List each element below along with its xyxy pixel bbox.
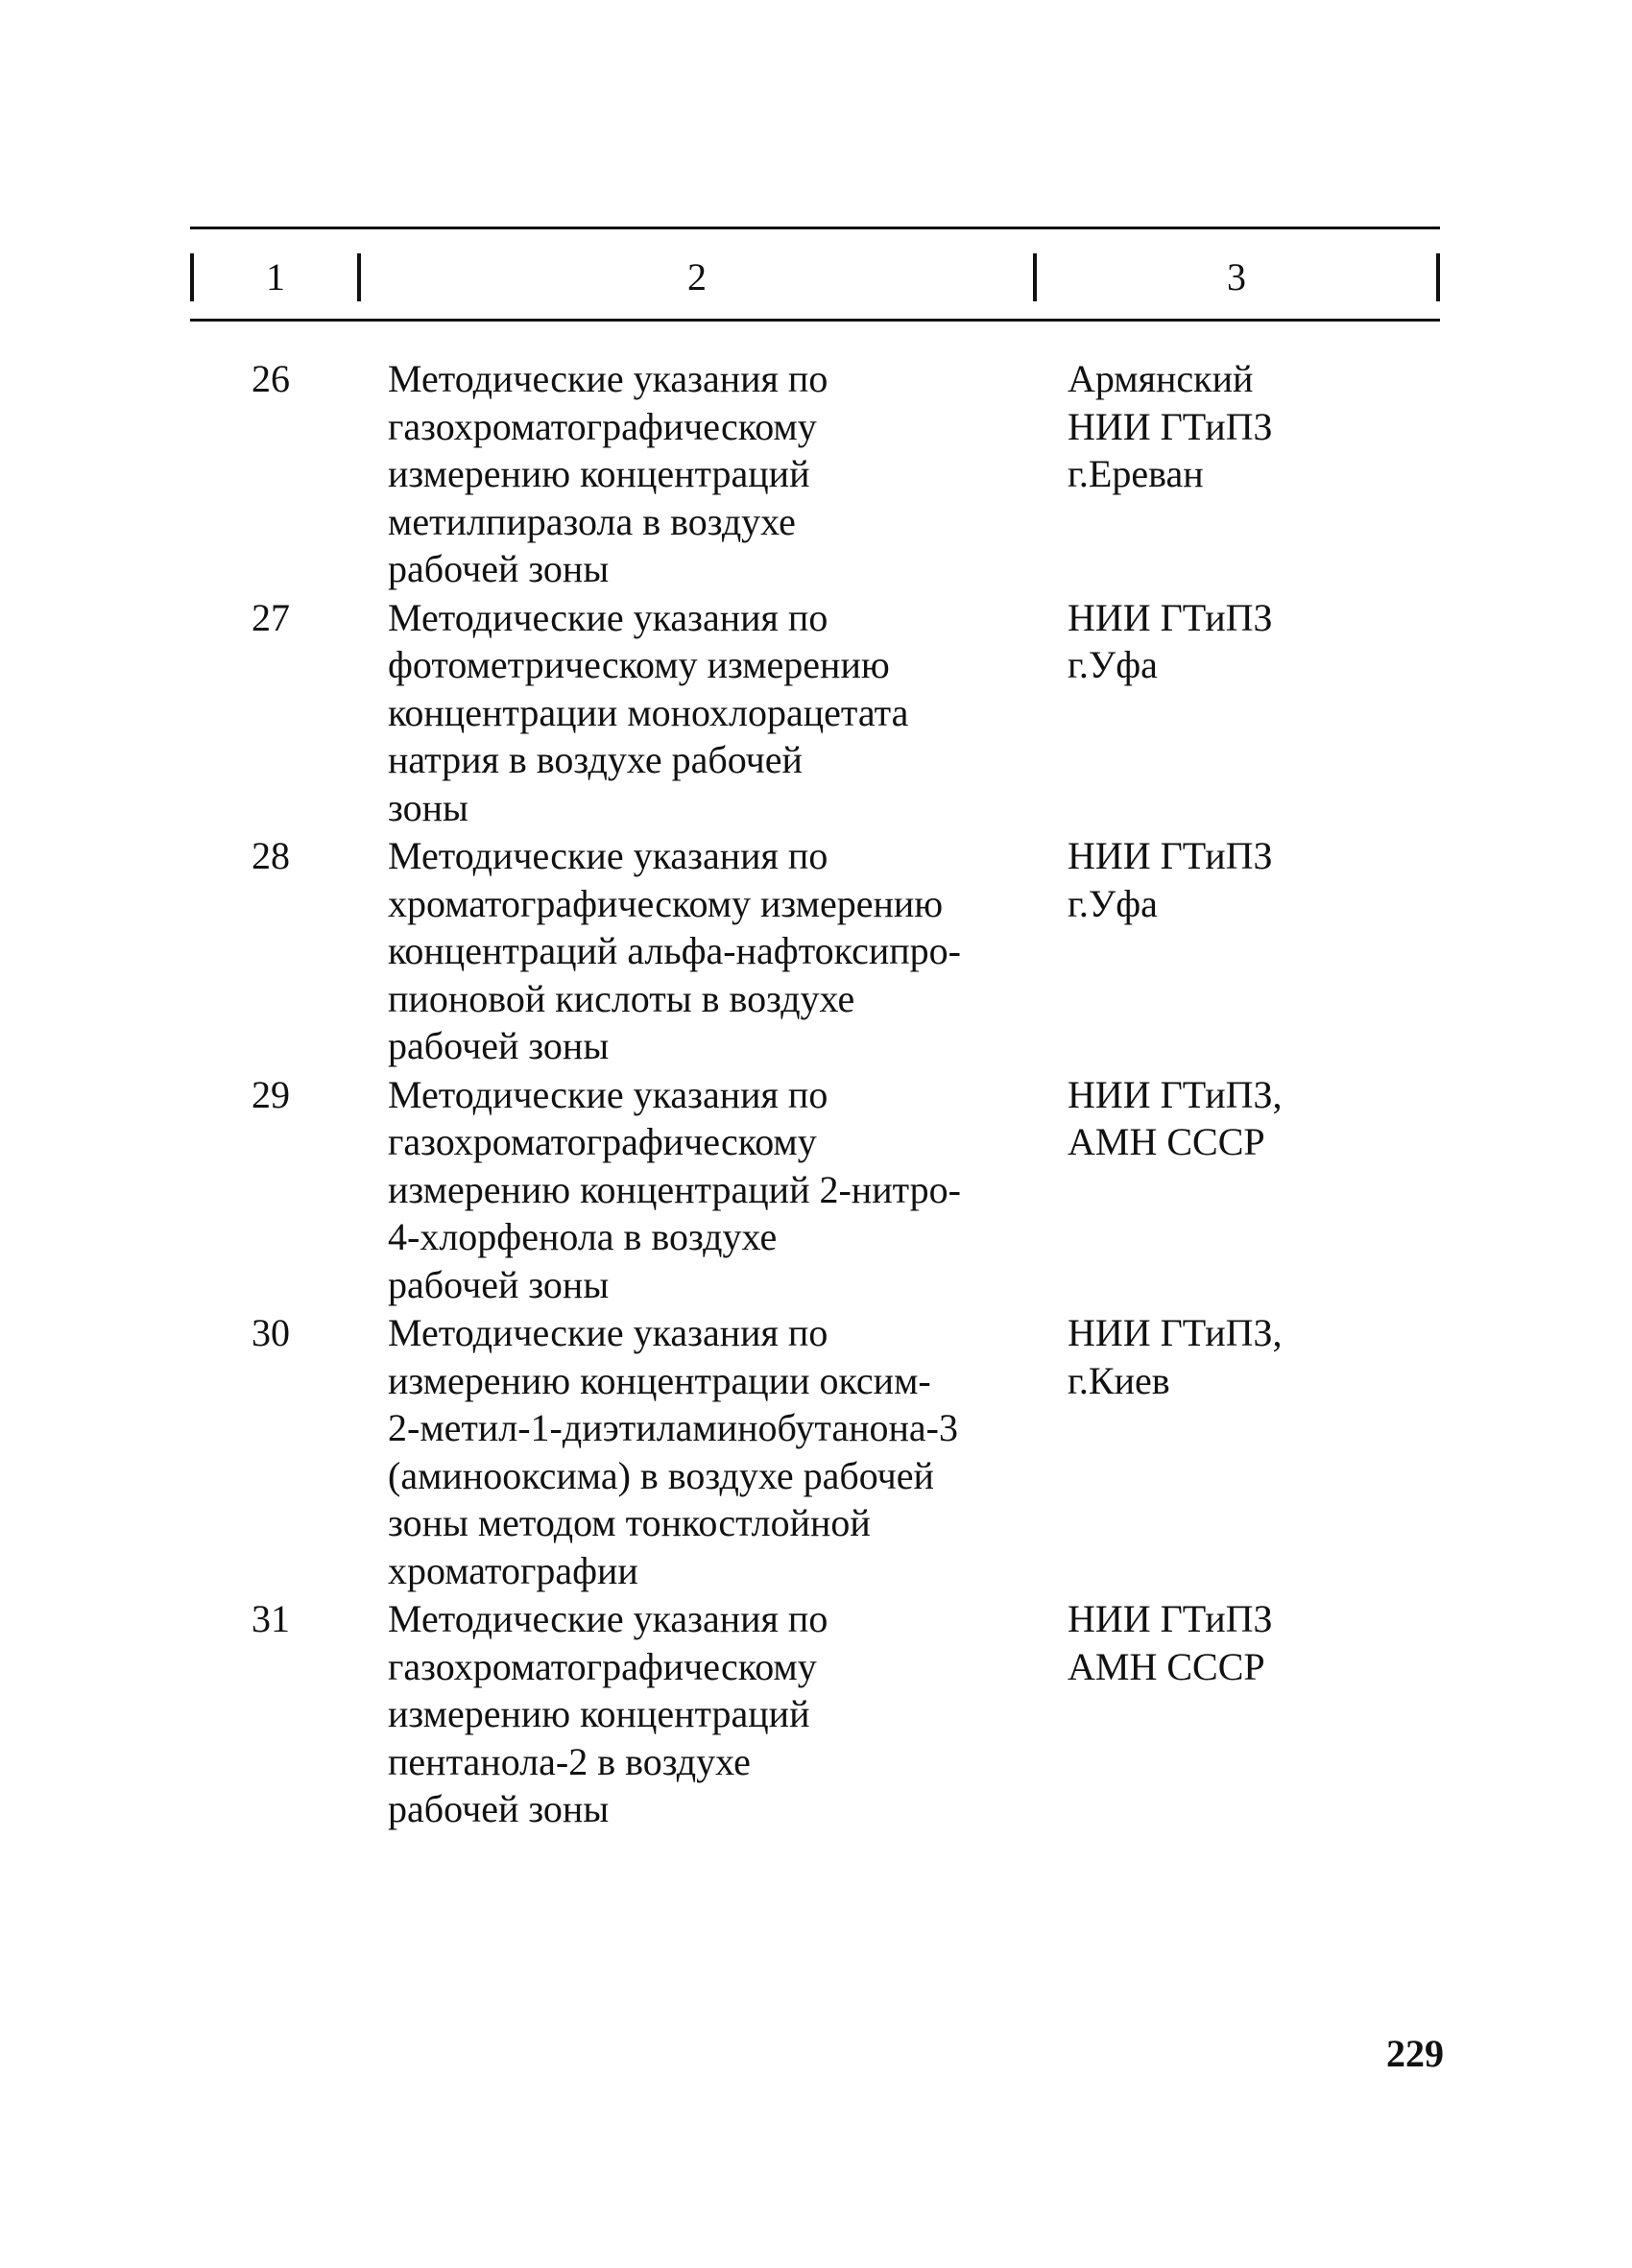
organization-line: НИИ ГТиПЗ	[1068, 404, 1273, 448]
table-top-rule	[190, 227, 1440, 229]
title-line: 2-метил-1-диэтиламинобутанона-3	[388, 1406, 958, 1449]
row-organization	[1068, 355, 1471, 498]
organization-line: НИИ ГТиПЗ,	[1068, 1311, 1283, 1354]
row-organization	[1068, 832, 1471, 927]
organization-line: АМН СССР	[1068, 1644, 1265, 1688]
title-line: Методические указания по	[388, 357, 828, 400]
row-number: 31	[252, 1597, 290, 1640]
title-line: газохроматографическому	[388, 404, 817, 448]
title-line: 4-хлорфенола в воздухе	[388, 1215, 778, 1258]
title-line: Методические указания по	[388, 834, 828, 877]
title-line: концентрации монохлорацетата	[388, 690, 909, 734]
organization-line: г.Уфа	[1068, 881, 1158, 925]
title-line: концентраций альфа-нафтоксипро-	[388, 929, 961, 972]
title-line: Методические указания по	[388, 595, 828, 639]
title-line: зоны	[388, 785, 468, 829]
title-line: пентанола-2 в воздухе	[388, 1739, 751, 1783]
organization-line: НИИ ГТиПЗ	[1068, 595, 1273, 639]
title-line: зоны методом тонкостлойной	[388, 1501, 871, 1544]
title-line: газохроматографическому	[388, 1120, 817, 1163]
row-title	[388, 832, 1060, 1070]
column-header-1: 1	[266, 255, 285, 298]
row-organization	[1068, 1309, 1471, 1404]
organization-line: НИИ ГТиПЗ	[1068, 834, 1273, 877]
table-body	[0, 355, 1632, 1834]
title-line: Методические указания по	[388, 1597, 828, 1640]
page-number: 229	[1386, 2032, 1444, 2075]
title-line: рабочей зоны	[388, 1262, 610, 1306]
row-organization	[1068, 1595, 1471, 1690]
organization-line: НИИ ГТиПЗ	[1068, 1597, 1273, 1640]
table-header-rule	[190, 319, 1440, 322]
column-header-3: 3	[1227, 255, 1246, 298]
table-row	[0, 594, 1632, 833]
row-title	[388, 594, 1060, 832]
table-row	[0, 832, 1632, 1071]
title-line: рабочей зоны	[388, 1787, 610, 1830]
table-row	[0, 1309, 1632, 1595]
column-separator	[1436, 253, 1440, 301]
organization-line: г.Киев	[1068, 1358, 1170, 1402]
title-line: пионовой кислоты в воздухе	[388, 976, 855, 1020]
row-number: 28	[252, 834, 290, 877]
row-organization	[1068, 1071, 1471, 1166]
title-line: измерению концентраций 2-нитро-	[388, 1167, 961, 1211]
title-line: рабочей зоны	[388, 1024, 610, 1067]
title-line: хроматографическому измерению	[388, 881, 944, 925]
organization-line: НИИ ГТиПЗ,	[1068, 1072, 1283, 1116]
organization-line: Армянский	[1068, 357, 1254, 400]
row-title	[388, 1071, 1060, 1309]
row-number: 30	[252, 1311, 290, 1354]
title-line: измерению концентраций	[388, 1692, 810, 1735]
title-line: рабочей зоны	[388, 547, 610, 590]
row-number: 27	[252, 595, 290, 639]
title-line: измерению концентраций	[388, 452, 810, 495]
row-title	[388, 1595, 1060, 1833]
organization-line: г.Уфа	[1068, 643, 1158, 686]
title-line: фотометрическому измерению	[388, 643, 890, 686]
row-title	[388, 1309, 1060, 1594]
title-line: измерению концентрации оксим-	[388, 1358, 931, 1402]
title-line: Методические указания по	[388, 1072, 828, 1116]
row-title	[388, 355, 1060, 593]
title-line: натрия в воздухе рабочей	[388, 738, 803, 781]
organization-line: г.Ереван	[1068, 452, 1204, 495]
row-number: 26	[252, 357, 290, 400]
title-line: хроматографии	[388, 1548, 638, 1592]
table-row	[0, 1595, 1632, 1834]
organization-line: АМН СССР	[1068, 1120, 1265, 1163]
title-line: газохроматографическому	[388, 1644, 817, 1688]
table-row	[0, 355, 1632, 594]
row-organization	[1068, 594, 1471, 689]
title-line: Методические указания по	[388, 1311, 828, 1354]
row-number: 29	[252, 1072, 290, 1116]
table-row	[0, 1071, 1632, 1310]
column-header-2: 2	[687, 255, 707, 298]
title-line: (аминооксима) в воздухе рабочей	[388, 1453, 934, 1497]
title-line: метилпиразола в воздухе	[388, 499, 796, 543]
